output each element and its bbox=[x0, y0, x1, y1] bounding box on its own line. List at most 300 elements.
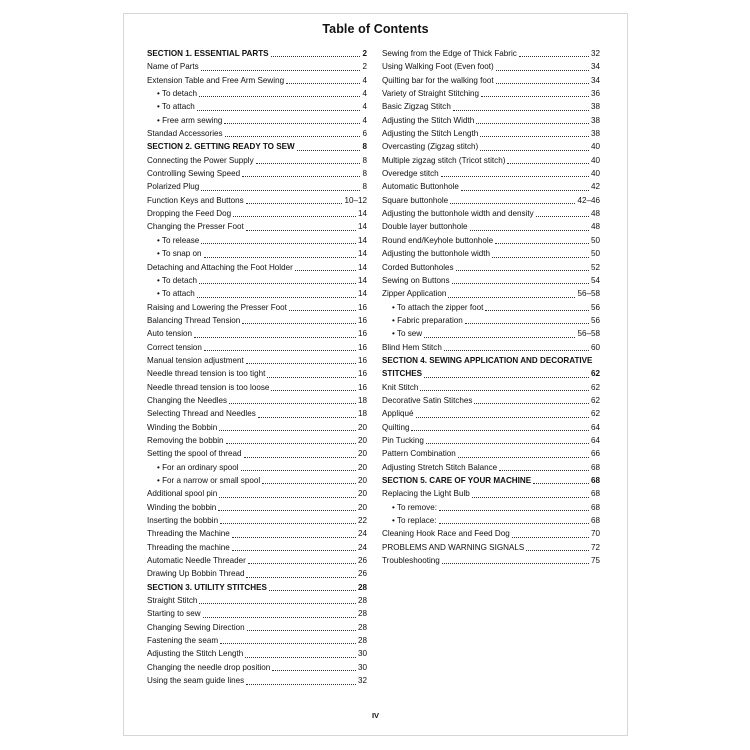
toc-entry-page: 50 bbox=[590, 235, 600, 245]
dot-leader bbox=[242, 175, 360, 177]
toc-entry bbox=[147, 314, 367, 327]
toc-entry bbox=[147, 434, 367, 447]
toc-entry-label: Zipper Application bbox=[382, 289, 447, 299]
dot-leader bbox=[241, 469, 356, 471]
toc-entry bbox=[382, 327, 600, 340]
toc-entry-label: • To remove: bbox=[392, 502, 437, 512]
toc-entry-label: Threading the Machine bbox=[147, 529, 230, 539]
toc-entry-label: Fastening the seam bbox=[147, 636, 219, 646]
toc-entry-label: Starting to sew bbox=[147, 609, 201, 619]
toc-entry-label: Function Keys and Buttons bbox=[147, 195, 244, 205]
dot-leader bbox=[272, 669, 356, 671]
toc-entry-page: 20 bbox=[357, 476, 367, 485]
toc-entry bbox=[147, 140, 367, 153]
dot-leader bbox=[233, 215, 356, 217]
toc-entry bbox=[147, 381, 367, 394]
dot-leader bbox=[247, 629, 356, 631]
toc-entry bbox=[147, 127, 367, 140]
dot-leader bbox=[194, 336, 356, 338]
toc-entry-page: 2 bbox=[362, 62, 367, 72]
toc-entry-page: 24 bbox=[357, 542, 367, 552]
dot-leader bbox=[267, 376, 356, 378]
dot-leader bbox=[480, 135, 589, 137]
dot-leader bbox=[242, 322, 356, 324]
dot-leader bbox=[411, 429, 589, 431]
toc-entry bbox=[147, 287, 367, 300]
toc-entry-page: 10–12 bbox=[344, 195, 367, 205]
toc-entry bbox=[147, 100, 367, 113]
toc-entry bbox=[382, 87, 600, 100]
toc-entry-label: • To detach bbox=[157, 89, 198, 99]
toc-entry-page: 22 bbox=[357, 516, 367, 526]
toc-entry bbox=[382, 487, 600, 500]
toc-entry-page: 14 bbox=[357, 235, 367, 245]
toc-entry bbox=[382, 461, 600, 474]
toc-entry-label: Setting the spool of thread bbox=[147, 449, 242, 459]
toc-entry-label: • To release bbox=[157, 235, 200, 245]
toc-entry-label: Detaching and Attaching the Foot Holder bbox=[147, 262, 293, 272]
toc-entry-label: • To sew bbox=[392, 329, 423, 339]
dot-leader bbox=[246, 202, 343, 204]
toc-entry-page: 20 bbox=[357, 489, 367, 499]
dot-leader bbox=[229, 402, 356, 404]
dot-leader bbox=[450, 202, 575, 204]
toc-entry-page: 24 bbox=[357, 529, 367, 539]
toc-entry bbox=[382, 434, 600, 447]
toc-entry bbox=[382, 287, 600, 300]
toc-entry bbox=[382, 207, 600, 220]
toc-entry-label: Square buttonhole bbox=[382, 195, 449, 205]
toc-entry bbox=[382, 341, 600, 354]
toc-entry-page: 20 bbox=[357, 449, 367, 459]
dot-leader bbox=[246, 229, 356, 231]
dot-leader bbox=[262, 482, 356, 484]
toc-entry bbox=[382, 247, 600, 260]
toc-entry-page: 18 bbox=[357, 395, 367, 405]
toc-entry-page: 26 bbox=[357, 569, 367, 579]
toc-entry bbox=[382, 274, 600, 287]
toc-entry bbox=[382, 100, 600, 113]
toc-entry bbox=[147, 461, 367, 474]
toc-entry bbox=[147, 541, 367, 554]
toc-entry-page: 28 bbox=[357, 582, 367, 592]
dot-leader bbox=[424, 376, 589, 378]
dot-leader bbox=[295, 269, 356, 271]
toc-entry-page: 14 bbox=[357, 275, 367, 285]
dot-leader bbox=[442, 562, 589, 564]
dot-leader bbox=[201, 189, 360, 191]
toc-entry-page: 56–58 bbox=[577, 289, 600, 299]
toc-entry-page: 26 bbox=[357, 556, 367, 566]
toc-entry-page: 38 bbox=[590, 129, 600, 139]
dot-leader bbox=[289, 309, 356, 311]
toc-entry-label: Extension Table and Free Arm Sewing bbox=[147, 75, 285, 85]
toc-entry-label: Standad Accessories bbox=[147, 129, 223, 139]
toc-entry-page: 16 bbox=[357, 369, 367, 379]
toc-entry bbox=[382, 407, 600, 420]
toc-entry-label: Cleaning Hook Race and Feed Dog bbox=[382, 529, 510, 539]
toc-entry-label: Controlling Sewing Speed bbox=[147, 169, 241, 179]
toc-entry-page: 54 bbox=[590, 275, 600, 285]
dot-leader bbox=[269, 589, 356, 591]
toc-entry-page: 16 bbox=[357, 355, 367, 365]
toc-entry-page: 28 bbox=[357, 596, 367, 606]
toc-entry-label: Automatic Buttonhole bbox=[382, 182, 459, 192]
toc-entry-page: 16 bbox=[357, 382, 367, 392]
dot-leader bbox=[218, 509, 356, 511]
dot-leader bbox=[476, 122, 589, 124]
dot-leader bbox=[424, 336, 575, 338]
dot-leader bbox=[220, 642, 356, 644]
toc-entry-label: Winding the Bobbin bbox=[147, 422, 218, 432]
toc-entry-label: Automatic Needle Threader bbox=[147, 556, 246, 566]
toc-entry-label: Balancing Thread Tension bbox=[147, 315, 241, 325]
dot-leader bbox=[203, 616, 356, 618]
toc-entry-page: 56–58 bbox=[577, 329, 600, 339]
toc-entry-page: 52 bbox=[590, 262, 600, 272]
toc-entry bbox=[147, 74, 367, 87]
dot-leader bbox=[219, 496, 356, 498]
toc-entry bbox=[382, 501, 600, 514]
dot-leader bbox=[201, 69, 361, 71]
dot-leader bbox=[426, 442, 589, 444]
dot-leader bbox=[496, 82, 589, 84]
dot-leader bbox=[458, 456, 589, 458]
toc-entry-label: Adjusting the Stitch Width bbox=[382, 115, 475, 125]
toc-entry bbox=[147, 247, 367, 260]
toc-entry-label: Round end/Keyhole buttonhole bbox=[382, 235, 494, 245]
toc-entry-page: 32 bbox=[357, 676, 367, 686]
toc-entry-page: 4 bbox=[362, 102, 367, 112]
document-page bbox=[123, 13, 628, 736]
toc-entry-label: Sewing on Buttons bbox=[382, 275, 450, 285]
toc-entry bbox=[382, 127, 600, 140]
toc-entry-label: Correct tension bbox=[147, 342, 202, 352]
toc-entry bbox=[147, 527, 367, 540]
toc-entry bbox=[147, 301, 367, 314]
toc-entry bbox=[147, 341, 367, 354]
dot-leader bbox=[533, 482, 589, 484]
toc-entry bbox=[147, 514, 367, 527]
toc-entry bbox=[147, 674, 367, 687]
toc-entry-label: SECTION 1. ESSENTIAL PARTS bbox=[147, 49, 269, 58]
toc-entry-label: Troubleshooting bbox=[382, 556, 440, 566]
toc-entry-page: 28 bbox=[357, 636, 367, 646]
page-title: Table of Contents bbox=[322, 22, 429, 36]
toc-entry-label: Raising and Lowering the Presser Foot bbox=[147, 302, 287, 312]
dot-leader bbox=[441, 175, 589, 177]
toc-entry-page: 38 bbox=[590, 102, 600, 112]
toc-entry-page: 68 bbox=[590, 516, 600, 526]
toc-entry-label: • For a narrow or small spool bbox=[157, 476, 261, 485]
toc-entry bbox=[382, 367, 600, 380]
toc-entry-label: • To attach bbox=[157, 289, 195, 299]
dot-leader bbox=[199, 95, 360, 97]
toc-entry bbox=[147, 47, 367, 60]
toc-entry-label: Replacing the Light Bulb bbox=[382, 489, 470, 499]
toc-entry-page: 68 bbox=[590, 502, 600, 512]
toc-entry bbox=[382, 381, 600, 394]
dot-leader bbox=[495, 242, 589, 244]
toc-entry bbox=[147, 367, 367, 380]
dot-leader bbox=[297, 149, 361, 151]
toc-entry bbox=[147, 220, 367, 233]
toc-entry-page: 2 bbox=[362, 49, 367, 58]
toc-entry-label: Changing the Presser Foot bbox=[147, 222, 244, 232]
dot-leader bbox=[220, 522, 356, 524]
toc-entry bbox=[147, 154, 367, 167]
toc-entry-label: Changing the needle drop position bbox=[147, 662, 271, 672]
dot-leader bbox=[456, 269, 589, 271]
toc-entry bbox=[147, 327, 367, 340]
toc-entry bbox=[382, 541, 600, 554]
toc-entry bbox=[147, 634, 367, 647]
toc-entry-label: • To attach the zipper foot bbox=[392, 302, 484, 312]
toc-entry-label: Changing Sewing Direction bbox=[147, 622, 245, 632]
toc-entry bbox=[147, 207, 367, 220]
dot-leader bbox=[271, 389, 356, 391]
dot-leader bbox=[439, 522, 589, 524]
toc-entry bbox=[147, 60, 367, 73]
dot-leader bbox=[232, 536, 356, 538]
toc-entry-page: 14 bbox=[357, 262, 367, 272]
toc-entry-label: Dropping the Feed Dog bbox=[147, 209, 232, 219]
dot-leader bbox=[526, 549, 589, 551]
dot-leader bbox=[481, 95, 589, 97]
dot-leader bbox=[199, 282, 356, 284]
toc-entry bbox=[382, 114, 600, 127]
toc-entry-label: Drawing Up Bobbin Thread bbox=[147, 569, 245, 579]
dot-leader bbox=[286, 82, 360, 84]
toc-entry-page: 48 bbox=[590, 209, 600, 219]
toc-entry-page: 62 bbox=[590, 369, 600, 379]
toc-entry-label: SECTION 3. UTILITY STITCHES bbox=[147, 582, 267, 592]
dot-leader bbox=[258, 416, 356, 418]
toc-entry-page: 62 bbox=[590, 409, 600, 419]
toc-entry-page: 68 bbox=[590, 476, 600, 485]
toc-entry-page: 6 bbox=[362, 129, 367, 139]
dot-leader bbox=[452, 282, 589, 284]
toc-entry-page: 38 bbox=[590, 115, 600, 125]
toc-entry bbox=[382, 220, 600, 233]
dot-leader bbox=[496, 69, 589, 71]
dot-leader bbox=[256, 162, 361, 164]
dot-leader bbox=[219, 429, 356, 431]
dot-leader bbox=[271, 55, 361, 57]
toc-entry bbox=[382, 474, 600, 487]
toc-entry-label: Additional spool pin bbox=[147, 489, 218, 499]
toc-entry-label: Sewing from the Edge of Thick Fabric bbox=[382, 49, 517, 58]
toc-entry-page: 68 bbox=[590, 462, 600, 472]
toc-entry-page: 40 bbox=[590, 155, 600, 165]
toc-entry-label: Adjusting the buttonhole width bbox=[382, 249, 490, 259]
dot-leader bbox=[492, 256, 589, 258]
toc-entry-page: 72 bbox=[590, 542, 600, 552]
toc-entry bbox=[147, 194, 367, 207]
toc-entry bbox=[382, 154, 600, 167]
dot-leader bbox=[232, 549, 356, 551]
toc-entry bbox=[147, 567, 367, 580]
toc-entry-page: 62 bbox=[590, 395, 600, 405]
toc-entry-label: • To attach bbox=[157, 102, 195, 112]
toc-entry-label: Manual tension adjustment bbox=[147, 355, 244, 365]
toc-entry-page: 18 bbox=[357, 409, 367, 419]
toc-entry bbox=[382, 514, 600, 527]
toc-entry-page: 16 bbox=[357, 329, 367, 339]
toc-entry-page: 36 bbox=[590, 89, 600, 99]
toc-entry bbox=[382, 74, 600, 87]
toc-entry-label: Quilting bbox=[382, 422, 410, 432]
toc-entry-label: Appliqué bbox=[382, 409, 414, 419]
toc-entry-page: 40 bbox=[590, 142, 600, 152]
toc-entry-page: 56 bbox=[590, 302, 600, 312]
toc-entry bbox=[382, 140, 600, 153]
toc-entry bbox=[147, 501, 367, 514]
dot-leader bbox=[197, 109, 361, 111]
toc-entry-label: Adjusting the buttonhole width and density bbox=[382, 209, 534, 219]
toc-entry-page: 28 bbox=[357, 609, 367, 619]
dot-leader bbox=[204, 349, 356, 351]
dot-leader bbox=[480, 149, 589, 151]
toc-entry-page: 60 bbox=[590, 342, 600, 352]
toc-entry-label: • Fabric preparation bbox=[392, 315, 463, 325]
toc-entry-page: 4 bbox=[362, 89, 367, 99]
toc-entry-page: 40 bbox=[590, 169, 600, 179]
toc-entry-label: Pin Tucking bbox=[382, 435, 424, 445]
toc-entry-label: • For an ordinary spool bbox=[157, 462, 239, 472]
toc-entry-label: Quilting bar for the walking foot bbox=[382, 75, 494, 85]
toc-entry bbox=[147, 354, 367, 367]
toc-entry-page: 48 bbox=[590, 222, 600, 232]
page-number: IV bbox=[371, 711, 380, 720]
toc-entry bbox=[382, 421, 600, 434]
toc-entry bbox=[382, 234, 600, 247]
toc-entry bbox=[147, 661, 367, 674]
dot-leader bbox=[246, 362, 356, 364]
toc-entry-label: Blind Hem Stitch bbox=[382, 342, 442, 352]
toc-entry bbox=[147, 594, 367, 607]
toc-entry-label: Overedge stitch bbox=[382, 169, 439, 179]
toc-entry-label: Corded Buttonholes bbox=[382, 262, 454, 272]
toc-entry-page: 8 bbox=[362, 182, 367, 192]
toc-entry-label: Winding the bobbin bbox=[147, 502, 217, 512]
toc-entry bbox=[147, 607, 367, 620]
toc-entry-page: 34 bbox=[590, 62, 600, 72]
toc-entry-label: Pattern Combination bbox=[382, 449, 456, 459]
toc-entry-page: 34 bbox=[590, 75, 600, 85]
toc-entry-page: 30 bbox=[357, 649, 367, 659]
toc-entry-label: Knit Stitch bbox=[382, 382, 419, 392]
toc-entry bbox=[147, 261, 367, 274]
toc-entry-page: 20 bbox=[357, 502, 367, 512]
toc-entry-label: Basic Zigzag Stitch bbox=[382, 102, 451, 112]
dot-leader bbox=[444, 349, 589, 351]
dot-leader bbox=[246, 576, 356, 578]
dot-leader bbox=[416, 416, 589, 418]
toc-entry-page: 62 bbox=[590, 382, 600, 392]
dot-leader bbox=[472, 496, 589, 498]
dot-leader bbox=[448, 296, 575, 298]
dot-leader bbox=[485, 309, 589, 311]
dot-leader bbox=[204, 256, 356, 258]
toc-entry bbox=[382, 60, 600, 73]
toc-entry-label: • Free arm sewing bbox=[157, 115, 223, 125]
toc-entry-page: 14 bbox=[357, 209, 367, 219]
dot-leader bbox=[226, 442, 356, 444]
dot-leader bbox=[536, 215, 589, 217]
toc-entry-label: • To replace: bbox=[392, 516, 437, 526]
dot-leader bbox=[439, 509, 589, 511]
toc-entry-label: SECTION 5. CARE OF YOUR MACHINE bbox=[382, 476, 532, 485]
toc-entry bbox=[382, 554, 600, 567]
dot-leader bbox=[512, 536, 589, 538]
dot-leader bbox=[470, 229, 589, 231]
toc-entry-page: 66 bbox=[590, 449, 600, 459]
toc-entry-page: 4 bbox=[362, 75, 367, 85]
toc-entry bbox=[382, 194, 600, 207]
toc-entry-label: SECTION 4. SEWING APPLICATION AND DECORATIVE bbox=[382, 355, 593, 365]
toc-entry-label: Removing the bobbin bbox=[147, 435, 224, 445]
toc-entry bbox=[147, 554, 367, 567]
toc-entry-label: STITCHES bbox=[382, 369, 423, 379]
toc-entry-label: Polarized Plug bbox=[147, 182, 200, 192]
toc-entry-page: 64 bbox=[590, 422, 600, 432]
toc-entry-label: Connecting the Power Supply bbox=[147, 155, 254, 165]
toc-entry-label: SECTION 2. GETTING READY TO SEW bbox=[147, 142, 295, 152]
toc-entry bbox=[382, 261, 600, 274]
toc-entry-page: 30 bbox=[357, 662, 367, 672]
dot-leader bbox=[474, 402, 589, 404]
toc-entry-page: 8 bbox=[362, 142, 367, 152]
toc-entry bbox=[147, 394, 367, 407]
dot-leader bbox=[246, 683, 356, 685]
dot-leader bbox=[453, 109, 589, 111]
toc-entry-label: Name of Parts bbox=[147, 62, 199, 72]
dot-leader bbox=[507, 162, 589, 164]
toc-entry-label: Double layer buttonhole bbox=[382, 222, 468, 232]
toc-entry bbox=[382, 394, 600, 407]
toc-entry-label: Adjusting the Stitch Length bbox=[147, 649, 244, 659]
toc-entry bbox=[147, 474, 367, 487]
toc-entry bbox=[382, 47, 600, 60]
dot-leader bbox=[201, 242, 356, 244]
toc-entry-label: Using Walking Foot (Even foot) bbox=[382, 62, 494, 72]
toc-entry bbox=[147, 647, 367, 660]
toc-entry-page: 42–46 bbox=[577, 195, 600, 205]
toc-entry-page: 75 bbox=[590, 556, 600, 566]
toc-entry-label: Variety of Straight Stitching bbox=[382, 89, 480, 99]
toc-entry-page: 42 bbox=[590, 182, 600, 192]
dot-leader bbox=[519, 55, 589, 57]
toc-entry bbox=[147, 621, 367, 634]
toc-entry bbox=[147, 87, 367, 100]
toc-entry bbox=[147, 114, 367, 127]
toc-left-column bbox=[147, 47, 367, 688]
toc-entry bbox=[382, 180, 600, 193]
toc-entry-label: • To detach bbox=[157, 275, 198, 285]
toc-entry-page: 8 bbox=[362, 169, 367, 179]
toc-entry bbox=[147, 447, 367, 460]
toc-entry bbox=[382, 167, 600, 180]
toc-entry-page: 16 bbox=[357, 315, 367, 325]
toc-entry-page: 14 bbox=[357, 249, 367, 259]
toc-entry-label: Needle thread tension is too loose bbox=[147, 382, 270, 392]
toc-entry-label: Needle thread tension is too tight bbox=[147, 369, 266, 379]
toc-entry bbox=[382, 527, 600, 540]
toc-entry bbox=[147, 581, 367, 594]
toc-entry-page: 56 bbox=[590, 315, 600, 325]
dot-leader bbox=[199, 602, 356, 604]
